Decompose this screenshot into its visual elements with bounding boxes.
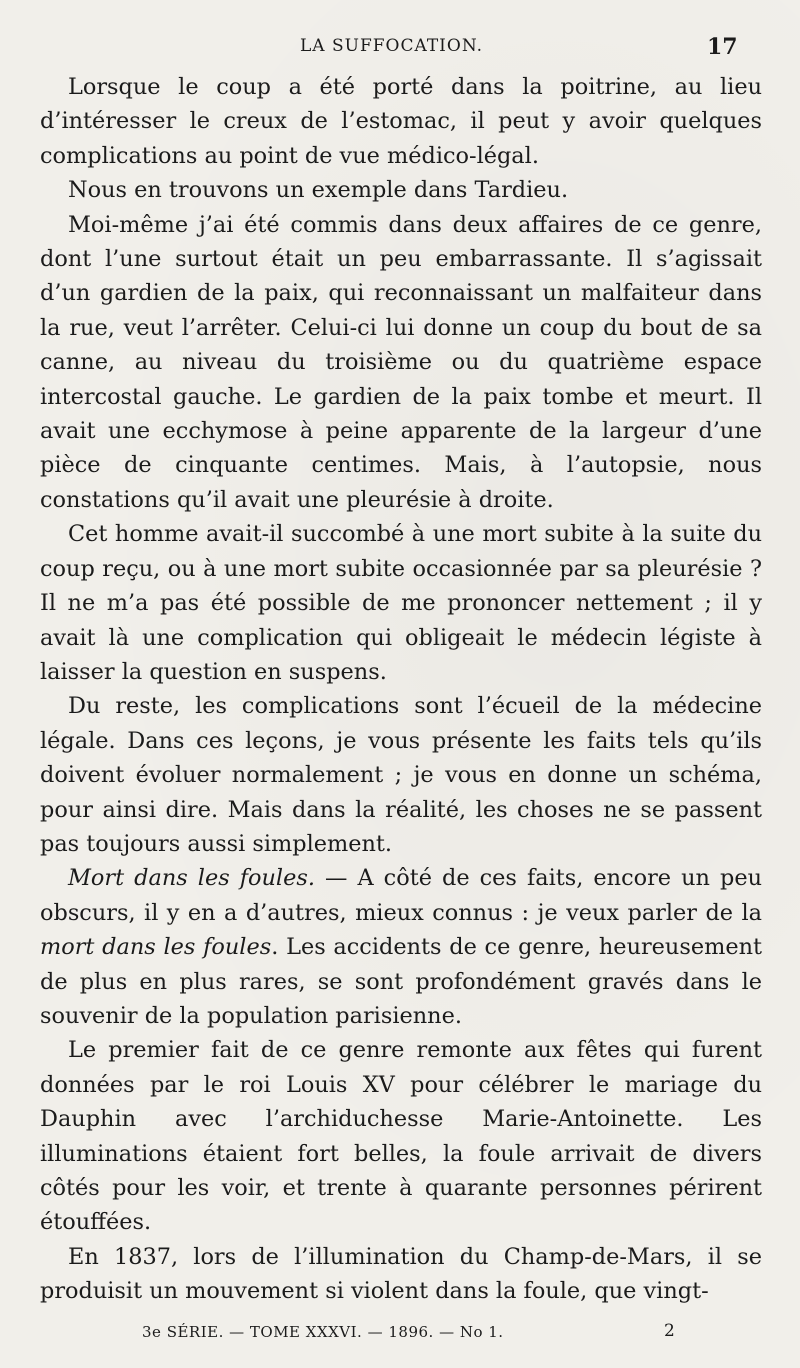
paragraph (40, 208, 762, 518)
paragraph (40, 1240, 762, 1309)
italic-text: Mort dans les foules. (68, 865, 315, 892)
text-run: Du reste, les complications sont l’écueil de la médecine légale. Dans ces leçons, je vous présente les faits tels qu’ils doivent évoluer normalement ; je vous en donne un schéma, pour ainsi dire. Mais dans la réalité, les choses ne se passent pas toujours aussi simplement. (40, 693, 762, 857)
italic-text: mort dans les foules (40, 934, 272, 961)
page-header (0, 34, 800, 62)
paragraph (40, 173, 762, 207)
page-footer (0, 1320, 800, 1346)
printer-signature: 3e SÉRIE. — TOME XXXVI. — 1896. — No 1. (142, 1323, 504, 1341)
text-run: Moi-même j’ai été commis dans deux affaires de ce genre, dont l’une surtout était un peu embarrassante. Il s’agissait d’un gardien de la paix, qui reconnaissant un malfaiteur dans la rue, veut l’arrêter. Celui-ci lui donne un coup du bout de sa canne, au niveau du troisième ou du quatrième espace intercostal gauche. Le gardien de la paix tombe et meurt. Il avait une ecchymose à peine apparente de la largeur d’une pièce de cinquante centimes. Mais, à l’autopsie, nous constations qu’il avait une pleurésie à droite. (40, 211, 762, 513)
paragraph (40, 517, 762, 689)
paragraph (40, 70, 762, 173)
paragraph (40, 689, 762, 861)
text-run: Cet homme avait-il succombé à une mort subite à la suite du coup reçu, ou à une mort subite occasionnée par sa pleurésie ? Il ne m’a pas été possible de me prononcer nettement ; il y avait là une complication qui obligeait le médecin légiste à laisser la question en suspens. (40, 521, 762, 685)
paragraph (40, 1033, 762, 1239)
text-run: En 1837, lors de l’illumination du Champ-de-Mars, il se produisit un mouvement si violent dans la foule, que vingt- (40, 1243, 762, 1305)
text-run: — A côté de ces faits, encore un peu obscurs, il y en a d’autres, mieux connus : je veux parler de la (40, 865, 762, 926)
sheet-number: 2 (664, 1321, 675, 1341)
text-run: . Les accidents de ce genre, heureusement de plus en plus rares, se sont profondément gravés dans le souvenir de la population parisienne. (40, 934, 762, 1029)
text-run: Lorsque le coup a été porté dans la poitrine, au lieu d’intéresser le creux de l’estomac, il peut y avoir quelques complications au point de vue médico-légal. (40, 74, 762, 169)
body-text (40, 70, 762, 1309)
page-number: 17 (707, 34, 738, 60)
paragraph (40, 861, 762, 1033)
text-run: Le premier fait de ce genre remonte aux fêtes qui furent données par le roi Louis XV pour célébrer le mariage du Dauphin avec l’archiduchesse Marie-Antoinette. Les illuminations étaient fort belles, la foule arrivait de divers côtés pour les voir, et trente à quarante personnes périrent étouffées. (40, 1037, 762, 1236)
running-title: LA SUFFOCATION. (300, 36, 484, 56)
text-run: Nous en trouvons un exemple dans Tardieu. (68, 177, 569, 204)
